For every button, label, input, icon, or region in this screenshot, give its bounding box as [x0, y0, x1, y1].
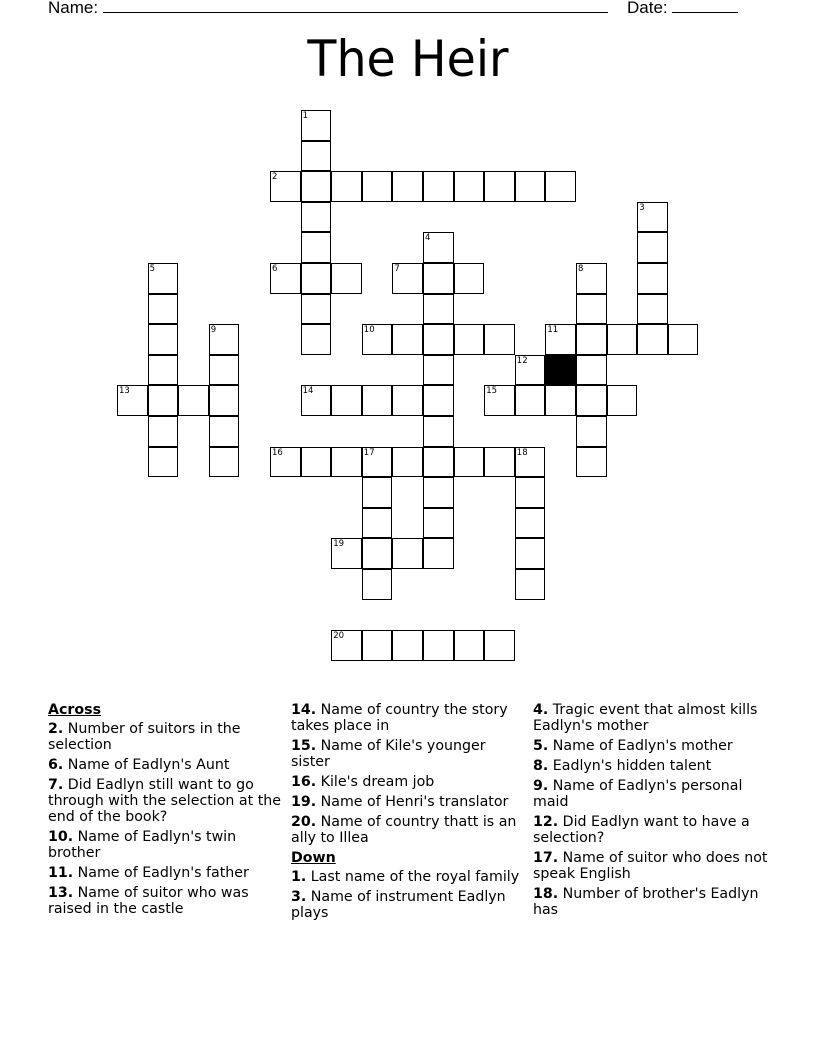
clue-across-6: 6. Name of Eadlyn's Aunt — [48, 757, 230, 773]
clue-down-8: 8. Eadlyn's hidden talent — [533, 758, 712, 774]
crossword-cell[interactable] — [576, 324, 607, 355]
crossword-cell[interactable] — [515, 171, 546, 202]
crossword-cell[interactable] — [454, 630, 485, 661]
crossword-cell[interactable] — [423, 630, 454, 661]
crossword-cell[interactable] — [178, 385, 209, 416]
clue-number: 11 — [547, 325, 559, 336]
crossword-cell[interactable] — [362, 447, 393, 478]
clue-across-2: 2. Number of suitors in the selection — [48, 721, 241, 753]
crossword-cell[interactable] — [576, 263, 607, 294]
crossword-cell[interactable] — [423, 508, 454, 539]
down-heading: Down — [291, 850, 336, 866]
crossword-cell[interactable] — [454, 447, 485, 478]
clue-across-10: 10. Name of Eadlyn's twin brother — [48, 829, 237, 861]
crossword-cell[interactable] — [607, 324, 638, 355]
crossword-cell[interactable] — [423, 538, 454, 569]
crossword-cell[interactable] — [331, 447, 362, 478]
crossword-cell[interactable] — [362, 385, 393, 416]
clue-across-16: 16. Kile's dream job — [291, 774, 435, 790]
crossword-cell[interactable] — [484, 385, 515, 416]
crossword-cell[interactable] — [270, 447, 301, 478]
clues-column-3 — [533, 702, 768, 922]
crossword-cell[interactable] — [515, 538, 546, 569]
crossword-cell[interactable] — [392, 630, 423, 661]
crossword-cell[interactable] — [545, 324, 576, 355]
crossword-cell[interactable] — [117, 385, 148, 416]
crossword-cell[interactable] — [301, 263, 332, 294]
crossword-cell[interactable] — [209, 355, 240, 386]
date-label: Date: — [627, 0, 668, 17]
clue-number: 16 — [272, 447, 283, 458]
crossword-cell[interactable] — [454, 324, 485, 355]
crossword-cell[interactable] — [301, 110, 332, 141]
crossword-cell[interactable] — [423, 355, 454, 386]
crossword-cell[interactable] — [331, 630, 362, 661]
across-heading: Across — [48, 702, 102, 718]
crossword-cell[interactable] — [423, 263, 454, 294]
crossword-cell[interactable] — [515, 569, 546, 600]
clue-number: 2 — [272, 172, 278, 183]
crossword-cell[interactable] — [484, 171, 515, 202]
crossword-cell[interactable] — [576, 447, 607, 478]
crossword-cell[interactable] — [576, 385, 607, 416]
crossword-cell[interactable] — [423, 477, 454, 508]
crossword-cell[interactable] — [148, 447, 179, 478]
clues-column-1 — [48, 702, 283, 921]
crossword-cell[interactable] — [331, 263, 362, 294]
crossword-cell[interactable] — [576, 294, 607, 325]
clue-number: 10 — [363, 325, 375, 336]
crossword-cell[interactable] — [423, 385, 454, 416]
crossword-cell[interactable] — [423, 294, 454, 325]
clue-across-15: 15. Name of Kile's younger sister — [291, 738, 486, 770]
crossword-cell[interactable] — [209, 385, 240, 416]
crossword-cell[interactable] — [362, 630, 393, 661]
crossword-cell[interactable] — [301, 447, 332, 478]
crossword-cell[interactable] — [545, 171, 576, 202]
clue-across-13: 13. Name of suitor who was raised in the castle — [48, 885, 249, 917]
crossword-cell[interactable] — [362, 508, 393, 539]
clue-number: 15 — [486, 386, 498, 397]
crossword-cell[interactable] — [392, 324, 423, 355]
clue-number: 17 — [363, 447, 375, 458]
crossword-cell[interactable] — [392, 447, 423, 478]
clue-number: 7 — [394, 264, 400, 274]
crossword-cell[interactable] — [515, 355, 546, 386]
crossword-cell[interactable] — [545, 385, 576, 416]
crossword-cell[interactable] — [331, 171, 362, 202]
crossword-cell[interactable] — [484, 447, 515, 478]
page-title: The Heir — [307, 30, 509, 88]
clue-number: 12 — [516, 355, 528, 366]
crossword-cell[interactable] — [607, 385, 638, 416]
crossword-cell[interactable] — [148, 385, 179, 416]
crossword-cell[interactable] — [148, 416, 179, 447]
crossword-cell[interactable] — [484, 630, 515, 661]
clue-down-5: 5. Name of Eadlyn's mother — [533, 738, 733, 754]
crossword-cell[interactable] — [423, 416, 454, 447]
crossword-cell[interactable] — [637, 324, 668, 355]
crossword-cell[interactable] — [637, 232, 668, 263]
crossword-cell[interactable] — [515, 447, 546, 478]
crossword-cell[interactable] — [148, 324, 179, 355]
crossword-cell[interactable] — [301, 324, 332, 355]
crossword-cell[interactable] — [392, 385, 423, 416]
crossword-cell[interactable] — [331, 538, 362, 569]
crossword-cell[interactable] — [454, 263, 485, 294]
clue-down-18: 18. Number of brother's Eadlyn has — [533, 886, 759, 918]
clue-number: 14 — [302, 386, 314, 397]
crossword-cell[interactable] — [637, 263, 668, 294]
crossword-cell[interactable] — [362, 324, 393, 355]
crossword-cell[interactable] — [301, 385, 332, 416]
clue-number: 6 — [272, 264, 278, 274]
clue-number: 13 — [119, 386, 130, 397]
crossword-cell[interactable] — [301, 202, 332, 233]
crossword-cell[interactable] — [209, 416, 240, 447]
crossword-cell[interactable] — [515, 385, 546, 416]
clue-number: 18 — [516, 447, 528, 458]
crossword-cell[interactable] — [270, 171, 301, 202]
crossword-cell[interactable] — [270, 263, 301, 294]
clue-number: 20 — [333, 631, 345, 642]
crossword-cell[interactable] — [209, 324, 240, 355]
crossword-cell[interactable] — [301, 171, 332, 202]
crossword-cell[interactable] — [423, 232, 454, 263]
crossword-cell[interactable] — [484, 324, 515, 355]
clue-down-3: 3. Name of instrument Eadlyn plays — [291, 889, 506, 921]
crossword-cell[interactable] — [362, 171, 393, 202]
crossword-cell[interactable] — [301, 141, 332, 172]
crossword-cell[interactable] — [637, 294, 668, 325]
clue-across-19: 19. Name of Henri's translator — [291, 794, 509, 810]
name-label: Name: — [48, 0, 99, 17]
crossword-cell[interactable] — [668, 324, 699, 355]
clues-column-2 — [291, 702, 526, 925]
crossword-cell[interactable] — [362, 538, 393, 569]
crossword-cell[interactable] — [362, 569, 393, 600]
crossword-cell[interactable] — [148, 355, 179, 386]
clue-number: 4 — [425, 233, 431, 244]
crossword-cell[interactable] — [209, 447, 240, 478]
crossword-cell[interactable] — [148, 263, 179, 294]
crossword-cell[interactable] — [392, 538, 423, 569]
crossword-cell[interactable] — [301, 232, 332, 263]
clue-across-7: 7. Did Eadlyn still want to go through with the selection at the end of the book? — [48, 777, 281, 825]
crossword-cell[interactable] — [576, 355, 607, 386]
crossword-cell[interactable] — [454, 171, 485, 202]
clue-across-14: 14. Name of country the story takes place in — [291, 702, 508, 734]
clue-number: 19 — [333, 539, 345, 550]
clue-down-17: 17. Name of suitor who does not speak English — [533, 850, 768, 882]
crossword-cell[interactable] — [301, 294, 332, 325]
clue-down-4: 4. Tragic event that almost kills Eadlyn's mother — [533, 702, 758, 734]
clue-number: 9 — [210, 325, 217, 336]
clue-number: 8 — [578, 264, 584, 274]
crossword-cell[interactable] — [423, 324, 454, 355]
shaded-cell — [545, 355, 576, 386]
crossword-cell[interactable] — [576, 416, 607, 447]
clue-across-11: 11. Name of Eadlyn's father — [48, 865, 249, 881]
clue-number: 1 — [302, 111, 309, 121]
crossword-cell[interactable] — [515, 508, 546, 539]
crossword-cell[interactable] — [392, 171, 423, 202]
crossword-cell[interactable] — [362, 477, 393, 508]
clue-number: 5 — [149, 264, 156, 274]
clue-number: 3 — [639, 202, 645, 213]
crossword-cell[interactable] — [515, 477, 546, 508]
crossword-cell[interactable] — [637, 202, 668, 233]
clue-down-1: 1. Last name of the royal family — [291, 869, 520, 885]
clue-across-20: 20. Name of country thatt is an ally to Illea — [291, 814, 517, 846]
crossword-cell[interactable] — [331, 385, 362, 416]
crossword-cell[interactable] — [392, 263, 423, 294]
crossword-cell[interactable] — [423, 171, 454, 202]
clue-down-12: 12. Did Eadlyn want to have a selection? — [533, 814, 750, 846]
crossword-cell[interactable] — [423, 447, 454, 478]
crossword-cell[interactable] — [148, 294, 179, 325]
clue-down-9: 9. Name of Eadlyn's personal maid — [533, 778, 743, 810]
